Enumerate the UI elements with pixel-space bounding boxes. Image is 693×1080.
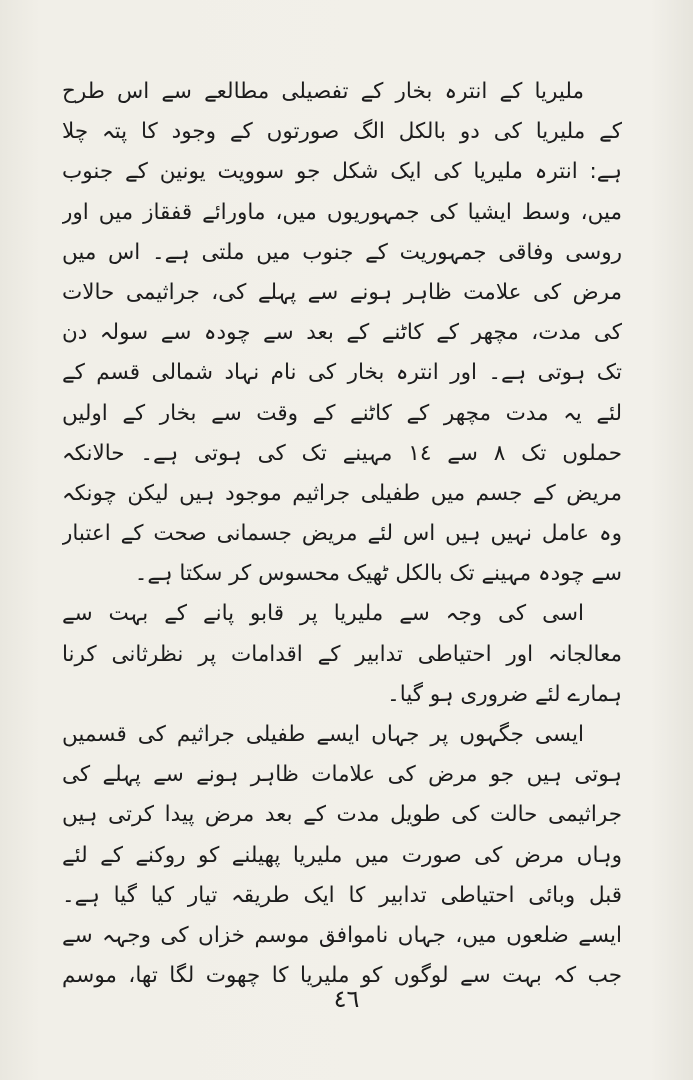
text-line: حملوں تک ۸ سے ١٤ مہینے تک کی ہوتی ہے۔ حالانکہ: [62, 440, 622, 466]
text-line: جب کہ بہت سے لوگوں کو ملیریا کا چھوت لگا تھا، موسم: [62, 963, 622, 989]
text-line: اسی کی وجہ سے ملیریا پر قابو پانے کے بہت سے: [62, 601, 584, 627]
text-line: وہاں مرض کی صورت میں ملیریا پھیلنے کو روکنے کے لئے: [62, 842, 622, 868]
text-line: مریض کے جسم میں طفیلی جراثیم موجود ہیں لیکن چونکہ: [62, 480, 622, 506]
text-line: معالجانہ اور احتیاطی تدابیر کے اقدامات پر نظرثانی کرنا: [62, 641, 622, 667]
text-line: روسی وفاقی جمہوریت کے جنوب میں ملتی ہے۔ اس میں: [62, 239, 622, 265]
text-line: ہوتی ہیں جو مرض کی علامات ظاہر ہونے سے پہلے کی: [62, 762, 622, 788]
text-line: قبل وبائی احتیاطی تدابیر کا ایک طریقہ تیار کیا گیا ہے۔: [62, 882, 622, 908]
text-line: کی مدت، مچھر کے کاٹنے کے بعد سے چودہ سے سولہ دن: [62, 320, 622, 346]
text-line: میں، وسط ایشیا کی جمہوریوں میں، ماورائے قفقاز میں اور: [62, 199, 622, 225]
text-line: ہمارے لئے ضروری ہو گیا۔: [387, 681, 622, 707]
page-text: [62, 72, 622, 996]
text-line: مرض کی علامت ظاہر ہونے سے پہلے کی، جراثیمی حالات: [62, 279, 622, 305]
text-line: کے ملیریا کی دو بالکل الگ صورتوں کے وجود کا پتہ چلا: [62, 119, 622, 145]
text-line: ایسے ضلعوں میں، جہاں ناموافق موسم خزاں کی وجہہ سے: [62, 922, 622, 948]
page-number: ٤٦: [333, 985, 360, 1013]
text-line: سے چودہ مہینے تک بالکل ٹھیک محسوس کر سکتا ہے۔: [134, 561, 622, 587]
text-line: ملیریا کے انترہ بخار کے تفصیلی مطالعے سے اس طرح: [62, 79, 584, 104]
text-line: لئے یہ مدت مچھر کے کاٹنے کے وقت سے بخار کے اولیں: [62, 400, 622, 426]
text-line: ایسی جگہوں پر جہاں ایسے طفیلی جراثیم کی قسمیں: [62, 722, 584, 747]
text-line: ہے: انترہ ملیریا کی ایک شکل جو سوویت یونین کے جنوب: [62, 159, 622, 185]
text-line: تک ہوتی ہے۔ اور انترہ بخار کی نام نہاد شمالی قسم کے: [62, 360, 622, 386]
text-line: جراثیمی حالت کی طویل مدت کے بعد مرض پیدا کرتی ہیں: [62, 802, 622, 828]
text-line: وہ عامل نہیں ہیں اس لئے مریض جسمانی صحت کے اعتبار: [62, 521, 622, 547]
